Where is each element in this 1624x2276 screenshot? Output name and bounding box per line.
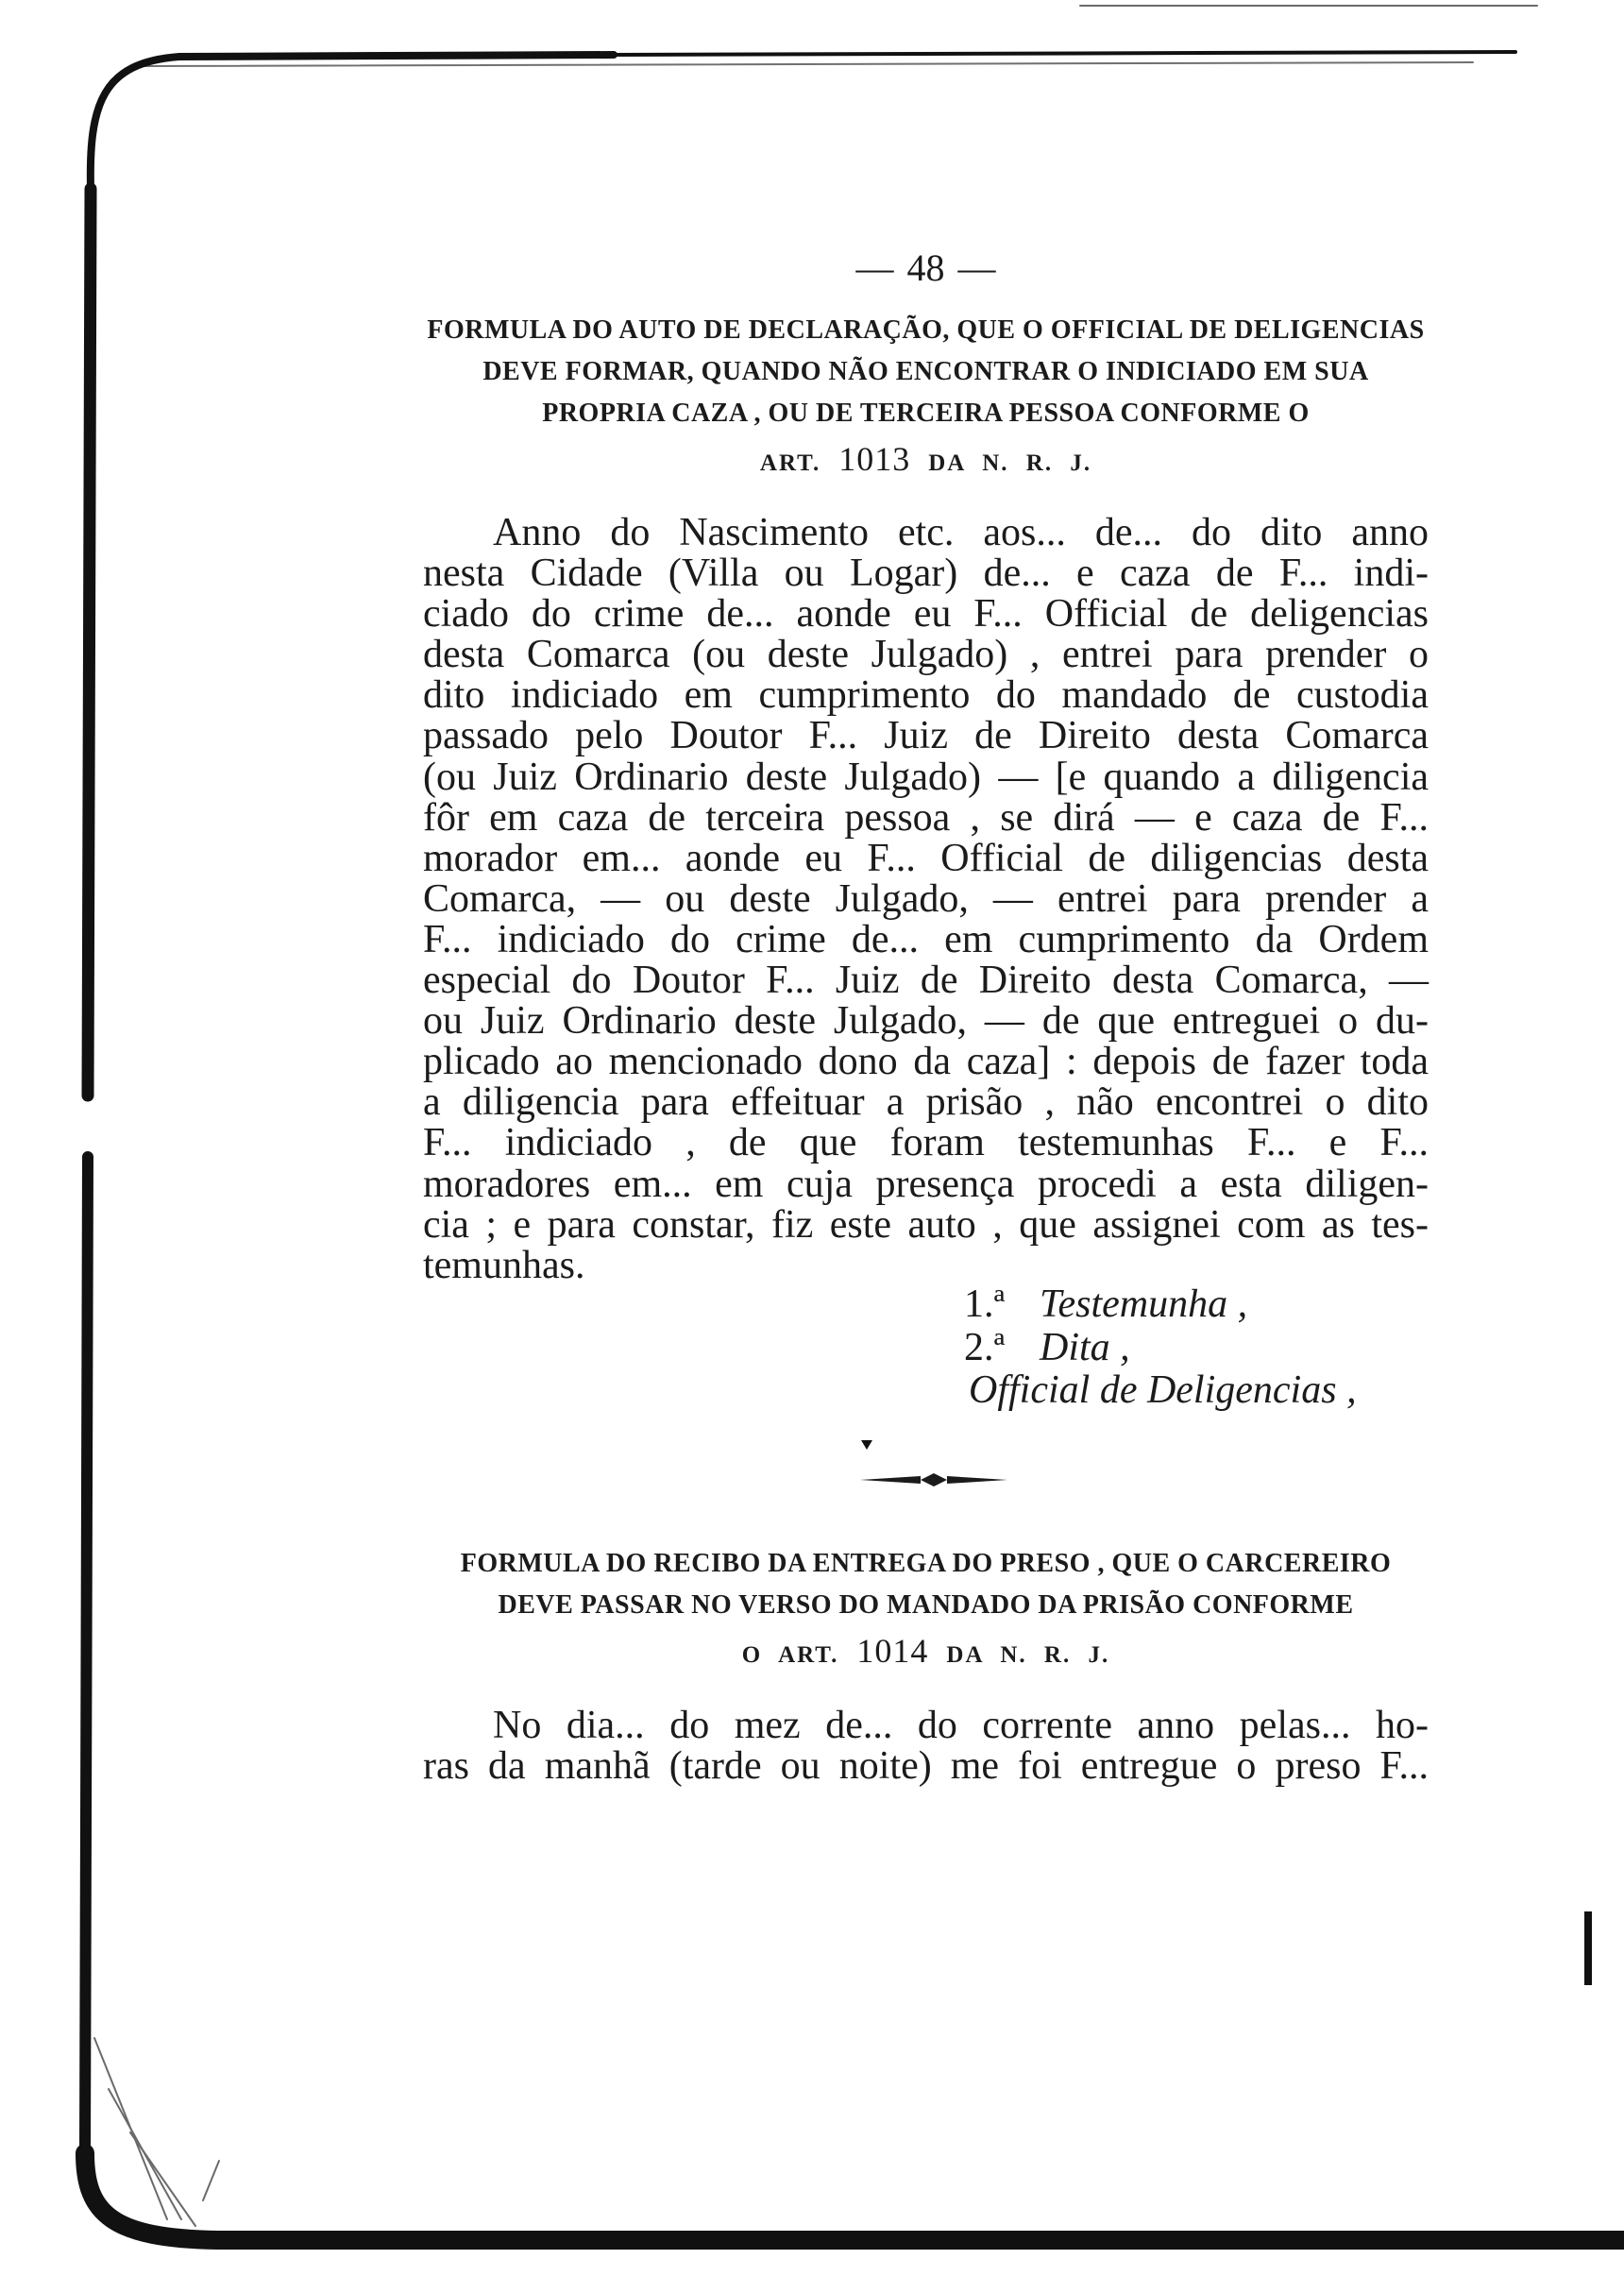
ink-speck bbox=[861, 1440, 872, 1450]
body-line: fôr em caza de terceira pessoa , se dirá — e caza de F... bbox=[423, 795, 1429, 840]
scan-edge-top-thick bbox=[91, 55, 614, 189]
body-line: nesta Cidade (Villa ou Logar) de... e caza de F... indi- bbox=[423, 552, 1429, 596]
scan-edge-top-thin bbox=[614, 52, 1515, 55]
signature-ordinal: 1.ª bbox=[964, 1282, 1006, 1326]
body-line: ciado do crime de... aonde eu F... Official de deligencias bbox=[423, 592, 1429, 637]
body-line: passado pelo Doutor F... Juiz de Direito desta Comarca bbox=[423, 714, 1429, 758]
page-number: — 48 — bbox=[855, 246, 996, 289]
body-line: morador em... aonde eu F... Official de diligencias desta bbox=[423, 836, 1429, 880]
body-line: a diligencia para effeituar a prisão , não encontrei o dito bbox=[423, 1080, 1429, 1125]
signature-label: Official de Deligencias , bbox=[969, 1368, 1357, 1412]
heading-reference bbox=[423, 434, 1429, 484]
reference-prefix: O ART. bbox=[741, 1642, 839, 1668]
section-2-heading bbox=[423, 1543, 1429, 1675]
scan-edge-left-upper bbox=[88, 189, 91, 1096]
reference-suffix: DA N. R. J. bbox=[928, 450, 1092, 476]
signature-label: Dita , bbox=[1040, 1325, 1130, 1369]
article-number: 1014 bbox=[856, 1632, 929, 1670]
scan-streak-4 bbox=[203, 2161, 219, 2200]
body-line: Anno do Nascimento etc. aos... de... do dito anno bbox=[493, 511, 1429, 554]
heading-line: FORMULA DO AUTO DE DECLARAÇÃO, QUE O OFFICIAL DE DELIGENCIAS bbox=[427, 315, 1425, 345]
divider-right-rule bbox=[947, 1476, 1007, 1484]
heading-reference bbox=[423, 1626, 1429, 1675]
body-line: F... indiciado , de que foram testemunhas F... e F... bbox=[423, 1121, 1429, 1165]
scan-edge-top-inner bbox=[142, 62, 1473, 66]
scan-edge-left-lower bbox=[85, 1157, 88, 2153]
body-line: (ou Juiz Ordinario deste Julgado) — [e quando a diligencia bbox=[423, 755, 1429, 799]
section-2-body bbox=[423, 1706, 1429, 1787]
body-line: Comarca, — ou deste Julgado, — entrei para prender a bbox=[423, 876, 1429, 921]
body-line: cia ; e para constar, fiz este auto , que assignei com as tes- bbox=[423, 1202, 1429, 1247]
scan-edge-bottom bbox=[85, 2153, 1624, 2240]
body-line: ras da manhã (tarde ou noite) me foi entregue o preso F... bbox=[423, 1744, 1429, 1789]
signature-label: Testemunha , bbox=[1040, 1282, 1248, 1326]
body-line: desta Comarca (ou deste Julgado) , entrei para prender o bbox=[423, 633, 1429, 677]
body-line: moradores em... em cuja presença procedi a esta diligen- bbox=[423, 1162, 1429, 1206]
body-line: dito indiciado em cumprimento do mandado de custodia bbox=[423, 673, 1429, 718]
reference-prefix: ART. bbox=[759, 450, 821, 476]
scan-mark-right bbox=[1584, 1911, 1592, 1985]
heading-line: FORMULA DO RECIBO DA ENTREGA DO PRESO , QUE O CARCEREIRO bbox=[460, 1549, 1392, 1578]
body-line: temunhas. bbox=[423, 1243, 585, 1287]
body-line: plicado ao mencionado dono da caza] : depois de fazer toda bbox=[423, 1040, 1429, 1084]
heading-line: DEVE FORMAR, QUANDO NÃO ENCONTRAR O INDICIADO EM SUA bbox=[482, 357, 1369, 386]
reference-suffix: DA N. R. J. bbox=[946, 1642, 1110, 1668]
article-number: 1013 bbox=[838, 440, 911, 478]
heading-line: DEVE PASSAR NO VERSO DO MANDADO DA PRISÃO CONFORME bbox=[498, 1590, 1354, 1620]
signature-block bbox=[964, 1283, 1357, 1413]
divider-center-diamond bbox=[921, 1473, 947, 1486]
body-line: F... indiciado do crime de... em cumprimento da Ordem bbox=[423, 917, 1429, 961]
section-1-heading bbox=[423, 310, 1429, 484]
section-1-body bbox=[423, 513, 1429, 1286]
heading-line: PROPRIA CAZA , OU DE TERCEIRA PESSOA CONFORME O bbox=[542, 399, 1310, 428]
ornament-divider bbox=[854, 1464, 1015, 1496]
body-line: especial do Doutor F... Juiz de Direito desta Comarca, — bbox=[423, 959, 1429, 1003]
body-line: No dia... do mez de... do corrente anno pelas... ho- bbox=[493, 1704, 1429, 1747]
divider-left-rule bbox=[860, 1476, 921, 1484]
body-line: ou Juiz Ordinario deste Julgado, — de que entreguei o du- bbox=[423, 999, 1429, 1044]
scan-streak-3 bbox=[130, 2132, 195, 2226]
signature-ordinal: 2.ª bbox=[964, 1325, 1006, 1369]
signature-first-witness bbox=[964, 1283, 1357, 1327]
signature-second-witness bbox=[964, 1327, 1357, 1370]
signature-official bbox=[964, 1369, 1357, 1413]
